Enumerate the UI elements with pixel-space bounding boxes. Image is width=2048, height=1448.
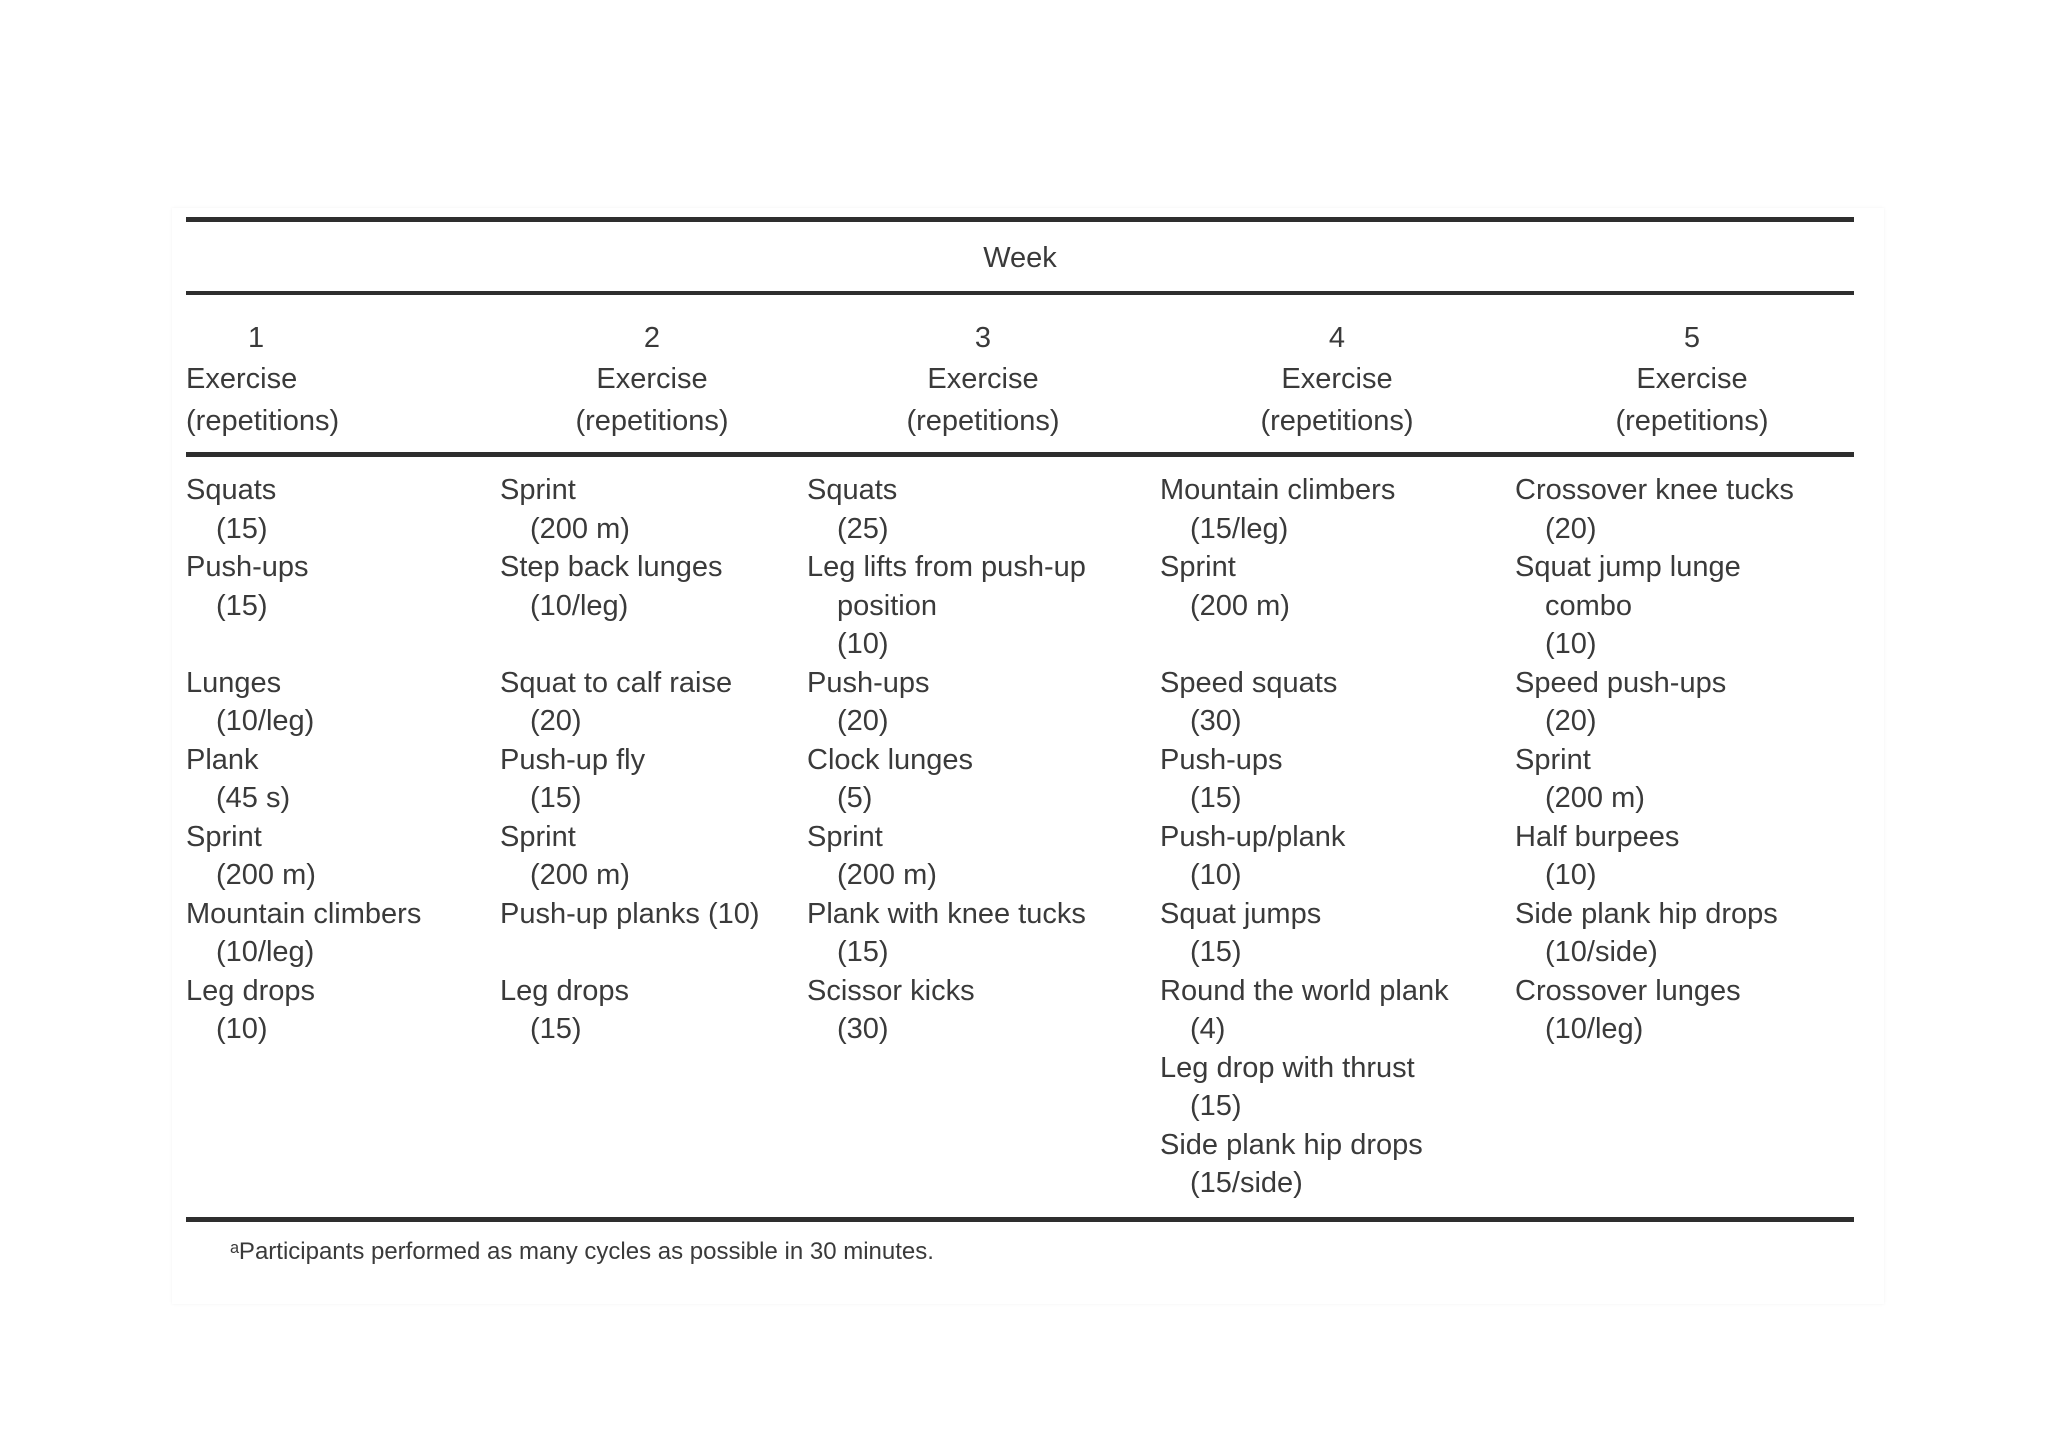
exercise-entry [1515, 741, 1794, 818]
week-number: 3 [974, 322, 992, 354]
exercise-entry [1160, 972, 1449, 1049]
exercise-reps: (10/side) [1545, 936, 1658, 968]
exercise-reps: (25) [837, 512, 889, 545]
exercise-entry [807, 972, 1086, 1049]
week-number: 1 [248, 322, 265, 354]
exercise-entry [1515, 548, 1794, 664]
column-sublabel: (repetitions) [906, 405, 1060, 437]
week-number: 4 [1328, 322, 1346, 354]
row-spacer [500, 933, 760, 972]
exercise-reps: (15) [530, 1013, 582, 1045]
row-spacer [500, 625, 760, 664]
exercise-name: Sprint [500, 820, 576, 853]
exercise-entry [500, 548, 760, 625]
exercise-entry [1515, 664, 1794, 741]
exercise-name: Plank [186, 743, 259, 776]
exercise-reps: (10/leg) [1545, 1013, 1644, 1045]
week-5-column [1515, 471, 1794, 1049]
week-number: 2 [643, 322, 661, 354]
exercise-name: Sprint [500, 474, 576, 506]
exercise-reps: (20) [530, 705, 582, 737]
exercise-reps: (15) [216, 512, 268, 545]
exercise-reps: (200 m) [216, 859, 316, 891]
exercise-name: Squats [807, 474, 898, 506]
exercise-reps: (15) [1190, 1090, 1242, 1122]
exercise-entry [186, 741, 421, 818]
exercise-name: Push-up/plank [1160, 820, 1346, 853]
exercise-reps: (15) [530, 782, 582, 814]
exercise-name: Squat jumps [1160, 897, 1322, 930]
column-header-week-4 [1237, 318, 1437, 442]
column-sublabel: (repetitions) [575, 405, 729, 437]
exercise-name: Clock lunges [807, 743, 974, 776]
exercise-entry [1515, 972, 1794, 1049]
exercise-reps: (5) [837, 782, 873, 814]
exercise-table [172, 208, 1884, 1304]
exercise-name: Squats [186, 474, 277, 506]
exercise-entry [1160, 1049, 1449, 1126]
exercise-reps: (15) [216, 589, 268, 622]
column-label: Exercise [1281, 363, 1393, 395]
exercise-reps: (15) [1190, 936, 1242, 968]
exercise-name: Push-ups [186, 551, 309, 583]
exercise-name: Push-ups [1160, 743, 1283, 776]
week-2-column [500, 471, 760, 1049]
exercise-name: Push-ups [807, 666, 930, 699]
exercise-name: Round the world plank [1160, 974, 1449, 1007]
row-spacer [1160, 625, 1449, 664]
exercise-reps: (200 m) [530, 859, 630, 891]
exercise-reps: (45 s) [216, 782, 291, 814]
table-footnote: ᵃParticipants performed as many cycles as possible in 30 minutes. [230, 1238, 934, 1265]
row-spacer [186, 625, 421, 664]
column-label: Exercise [596, 363, 708, 395]
exercise-entry [500, 471, 760, 548]
exercise-reps: (30) [837, 1013, 889, 1045]
exercise-name: Step back lunges [500, 551, 723, 583]
exercise-entry [500, 741, 760, 818]
exercise-reps: (10/leg) [216, 705, 315, 737]
exercise-reps: (15) [837, 936, 889, 968]
exercise-name: Plank with knee tucks [807, 897, 1086, 930]
column-header-week-2 [552, 318, 752, 442]
exercise-name: Mountain climbers [186, 897, 422, 930]
exercise-reps: (20) [837, 705, 889, 737]
exercise-name: Push-up fly [500, 743, 646, 776]
column-label: Exercise [1636, 363, 1748, 395]
table-top-rule [186, 217, 1854, 222]
column-label: Exercise [186, 363, 298, 395]
exercise-name: Speed push-ups [1515, 666, 1727, 699]
exercise-entry [1160, 895, 1449, 972]
column-label: Exercise [927, 363, 1039, 395]
exercise-reps: (10) [1190, 859, 1242, 891]
exercise-entry [1160, 471, 1449, 548]
exercise-entry [186, 471, 421, 548]
exercise-reps: (20) [1545, 512, 1597, 545]
week-1-column [186, 471, 421, 1049]
table-bottom-rule [186, 1217, 1854, 1222]
exercise-reps: (200 m) [530, 512, 630, 545]
exercise-name: Crossover lunges [1515, 974, 1741, 1007]
exercise-name: Crossover knee tucks [1515, 474, 1794, 506]
exercise-entry [186, 548, 421, 625]
exercise-entry [1515, 818, 1794, 895]
column-sublabel: (repetitions) [1615, 405, 1769, 437]
exercise-entry [1160, 818, 1449, 895]
exercise-reps: (10/leg) [216, 936, 315, 968]
week-number: 5 [1683, 322, 1701, 354]
exercise-name: Squat to calf raise [500, 666, 733, 699]
exercise-entry [186, 972, 421, 1049]
exercise-reps: (30) [1190, 705, 1242, 737]
exercise-name: Sprint [186, 820, 262, 853]
week-4-column [1160, 471, 1449, 1203]
exercise-reps: (20) [1545, 705, 1597, 737]
column-sublabel: (repetitions) [186, 405, 340, 437]
exercise-reps: (10) [1545, 628, 1597, 660]
exercise-entry [1160, 548, 1449, 625]
exercise-name: Push-up planks (10) [500, 897, 760, 930]
exercise-name: Squat jump lunge [1515, 551, 1741, 583]
column-header-week-5 [1592, 318, 1792, 442]
exercise-name: Sprint [1515, 743, 1591, 776]
exercise-entry [807, 741, 1086, 818]
column-header-week-3 [883, 318, 1083, 442]
exercise-entry [500, 664, 760, 741]
exercise-entry [186, 664, 421, 741]
exercise-reps: (15/side) [1190, 1167, 1303, 1199]
exercise-entry [1160, 1126, 1449, 1203]
header-body-rule [186, 452, 1854, 457]
exercise-reps: (10) [1545, 859, 1597, 891]
exercise-entry [186, 895, 421, 972]
exercise-reps: (200 m) [837, 859, 937, 891]
exercise-entry [807, 818, 1086, 895]
exercise-entry [186, 818, 421, 895]
exercise-name: Leg drops [500, 974, 629, 1007]
exercise-entry [500, 818, 760, 895]
exercise-name: Sprint [1160, 551, 1236, 583]
exercise-name-continued: combo [1545, 589, 1633, 622]
exercise-reps: (15/leg) [1190, 512, 1289, 545]
exercise-name: Scissor kicks [807, 974, 975, 1007]
exercise-entry [500, 972, 760, 1049]
exercise-entry [1160, 741, 1449, 818]
column-sublabel: (repetitions) [1260, 405, 1414, 437]
exercise-entry [807, 664, 1086, 741]
exercise-name: Sprint [807, 820, 883, 853]
exercise-reps: (200 m) [1190, 589, 1290, 622]
week-group-header: Week [983, 242, 1057, 274]
exercise-name: Side plank hip drops [1160, 1128, 1423, 1161]
exercise-reps: (10) [216, 1013, 268, 1045]
exercise-entry [807, 471, 1086, 548]
column-header-week-1 [186, 318, 356, 442]
exercise-reps: (10/leg) [530, 589, 629, 622]
exercise-reps: (10) [837, 628, 889, 660]
exercise-entry [500, 895, 760, 934]
exercise-entry [1160, 664, 1449, 741]
exercise-name: Leg drops [186, 974, 315, 1007]
exercise-name: Lunges [186, 666, 282, 699]
exercise-entry [1515, 471, 1794, 548]
week-header-rule [186, 291, 1854, 295]
exercise-reps: (15) [1190, 782, 1242, 814]
exercise-name: Speed squats [1160, 666, 1338, 699]
exercise-name: Leg lifts from push-up [807, 551, 1086, 583]
week-3-column [807, 471, 1086, 1049]
exercise-entry [807, 548, 1086, 664]
exercise-name: Mountain climbers [1160, 474, 1396, 506]
exercise-entry [807, 895, 1086, 972]
exercise-name: Half burpees [1515, 820, 1680, 853]
exercise-name-continued: position [837, 589, 937, 622]
exercise-entry [1515, 895, 1794, 972]
exercise-reps: (4) [1190, 1013, 1226, 1045]
exercise-reps: (200 m) [1545, 782, 1645, 814]
exercise-name: Leg drop with thrust [1160, 1051, 1415, 1084]
exercise-name: Side plank hip drops [1515, 897, 1778, 930]
